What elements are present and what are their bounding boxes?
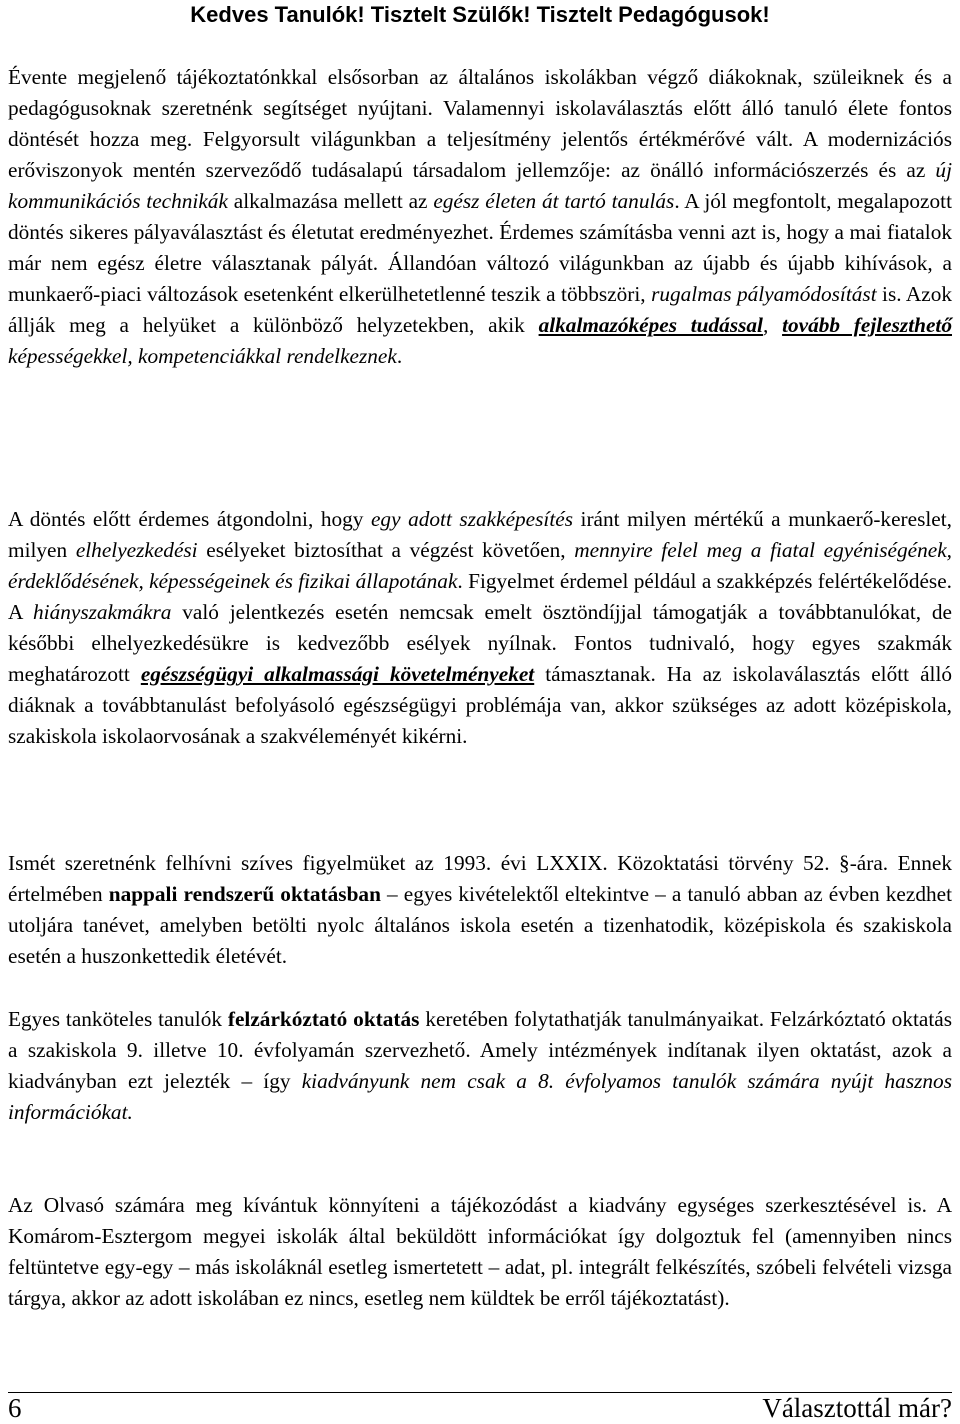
page-number: 6 [8, 1393, 22, 1423]
text-run: alkalmazása mellett az [227, 189, 434, 213]
text-run: tovább fejleszthető [782, 313, 952, 337]
paragraph-intro [8, 62, 952, 372]
text-run: . A jól megfontolt, megalapozott döntés sikeres pályaválasztást és életutat eredményezhet. Érdemes számításba venni azt is, hogy a mai fiatalok már nem egész életre választanak pályát. Állandóan változó világunkban az újabb és újabb kihívások, a munkaerő-piaci változások esetenként elkerülhetetlenné teszik a többszöri, [8, 189, 952, 306]
text-run: kiadványunk nem csak a 8. évfolyamos tanulók számára nyújt hasznos információkat. [8, 1069, 952, 1124]
text-run: való jelentkezés esetén nemcsak emelt ösztöndíjjal támogatják a továbbtanulókat, de későbbi elhelyezkedésükre is kedvezőbb esélyek nyílnak. Fontos tudnivaló, hogy egyes szakmák meghatározott [8, 600, 952, 686]
text-run: egészségügyi alkalmassági követelményeket [140, 662, 535, 686]
paragraph-decision [8, 504, 952, 752]
text-run: – egyes kivételektől eltekintve – a tanuló abban az évben kezdhet utoljára tanévet, amelyben betölti nyolc általános iskola esetén a tizenhatodik, középiskola és szakiskola esetén a huszonkettedik életévét. [8, 882, 952, 968]
text-run: mennyire felel meg a fiatal egyéniségének, érdeklődésének, képességeinek és fizikai állapotának [8, 538, 952, 593]
text-run: hiányszakmákra [33, 600, 172, 624]
text-run: új kommunikációs technikák [8, 158, 952, 213]
paragraph-reader [8, 1190, 952, 1314]
text-run: is. Azok állják meg a helyüket a különböző helyzetekben, akik [8, 282, 952, 337]
text-run: alkalmazóképes tudással [538, 313, 763, 337]
text-run: keretében folytathatják tanulmányaikat. Felzárkóztató oktatás a szakiskola 9. illetve 10. évfolyamán szervezhető. Amely intézmények indítanak ilyen oktatást, azok a kiadványban ezt jelezték – így [8, 1007, 953, 1093]
text-run: egész életen át tartó tanulás [433, 189, 675, 213]
text-run: Ismét szeretnénk felhívni szíves figyelmüket az 1993. évi LXXIX. Közoktatási törvény 52. §-ára. Ennek értelmében [8, 851, 952, 906]
text-run: felzárkóztató oktatás [227, 1007, 420, 1031]
paragraph-law [8, 848, 952, 972]
page-title: Kedves Tanulók! Tisztelt Szülők! Tisztelt Pedagógusok! [190, 2, 770, 27]
text-run: rugalmas pályamódosítást [651, 282, 877, 306]
text-run: A döntés előtt érdemes átgondolni, hogy [8, 507, 371, 531]
text-run: nappali rendszerű oktatásban [108, 882, 381, 906]
text-run: elhelyezkedési [75, 538, 198, 562]
text-run: Évente megjelenő tájékoztatónkkal elsősorban az általános iskolákban végző diákoknak, szüleiknek és a pedagógusoknak szeretnénk segítséget nyújtani. Valamennyi iskolaválasztás előtt álló tanuló élete fontos döntését hozza meg. Felgyorsult világunkban a teljesítmény jelentős értékmérővé vált. A modernizációs erőviszonyok mentén szerveződő tudásalapú társadalom jellemzője: az önálló információszerzés és az [8, 65, 952, 182]
text-run: esélyeket biztosíthat a végzést követően, [197, 538, 575, 562]
text-run: támasztanak. Ha az iskolaválasztás előtt álló diáknak a továbbtanulást befolyásoló egészségügyi problémája van, akkor szükséges az adott középiskola, szakiskola iskolaorvosának a szakvéleményét kikérni. [8, 662, 953, 748]
publication-title: Választottál már? [762, 1393, 952, 1423]
page-footer [8, 1392, 952, 1423]
text-run: . Figyelmet érdemel például a szakképzés felértékelődése. A [8, 569, 953, 624]
paragraph-catchup [8, 1004, 952, 1128]
text-run: képességekkel, kompetenciákkal rendelkeznek [8, 344, 397, 368]
text-run: . [396, 344, 403, 368]
text-run: Egyes tanköteles tanulók [8, 1007, 228, 1031]
text-run: , [762, 313, 783, 337]
text-run: egy adott szakképesítés [370, 507, 573, 531]
text-run: iránt milyen mértékű a munkaerő-kereslet, milyen [8, 507, 952, 562]
text-run: Az Olvasó számára meg kívántuk könnyíteni a tájékozódást a kiadvány egységes szerkesztésével is. A Komárom-Esztergom megyei iskolák által beküldött információkat így dolgoztuk fel (amennyiben nincs feltüntetve egy-egy – más iskoláknál esetleg ismertetett – adat, pl. integrált felkészítés, szóbeli felvételi vizsga tárgya, akkor az adott iskolában ez nincs, esetleg nem küldtek be erről tájékoztatást). [8, 1193, 952, 1310]
